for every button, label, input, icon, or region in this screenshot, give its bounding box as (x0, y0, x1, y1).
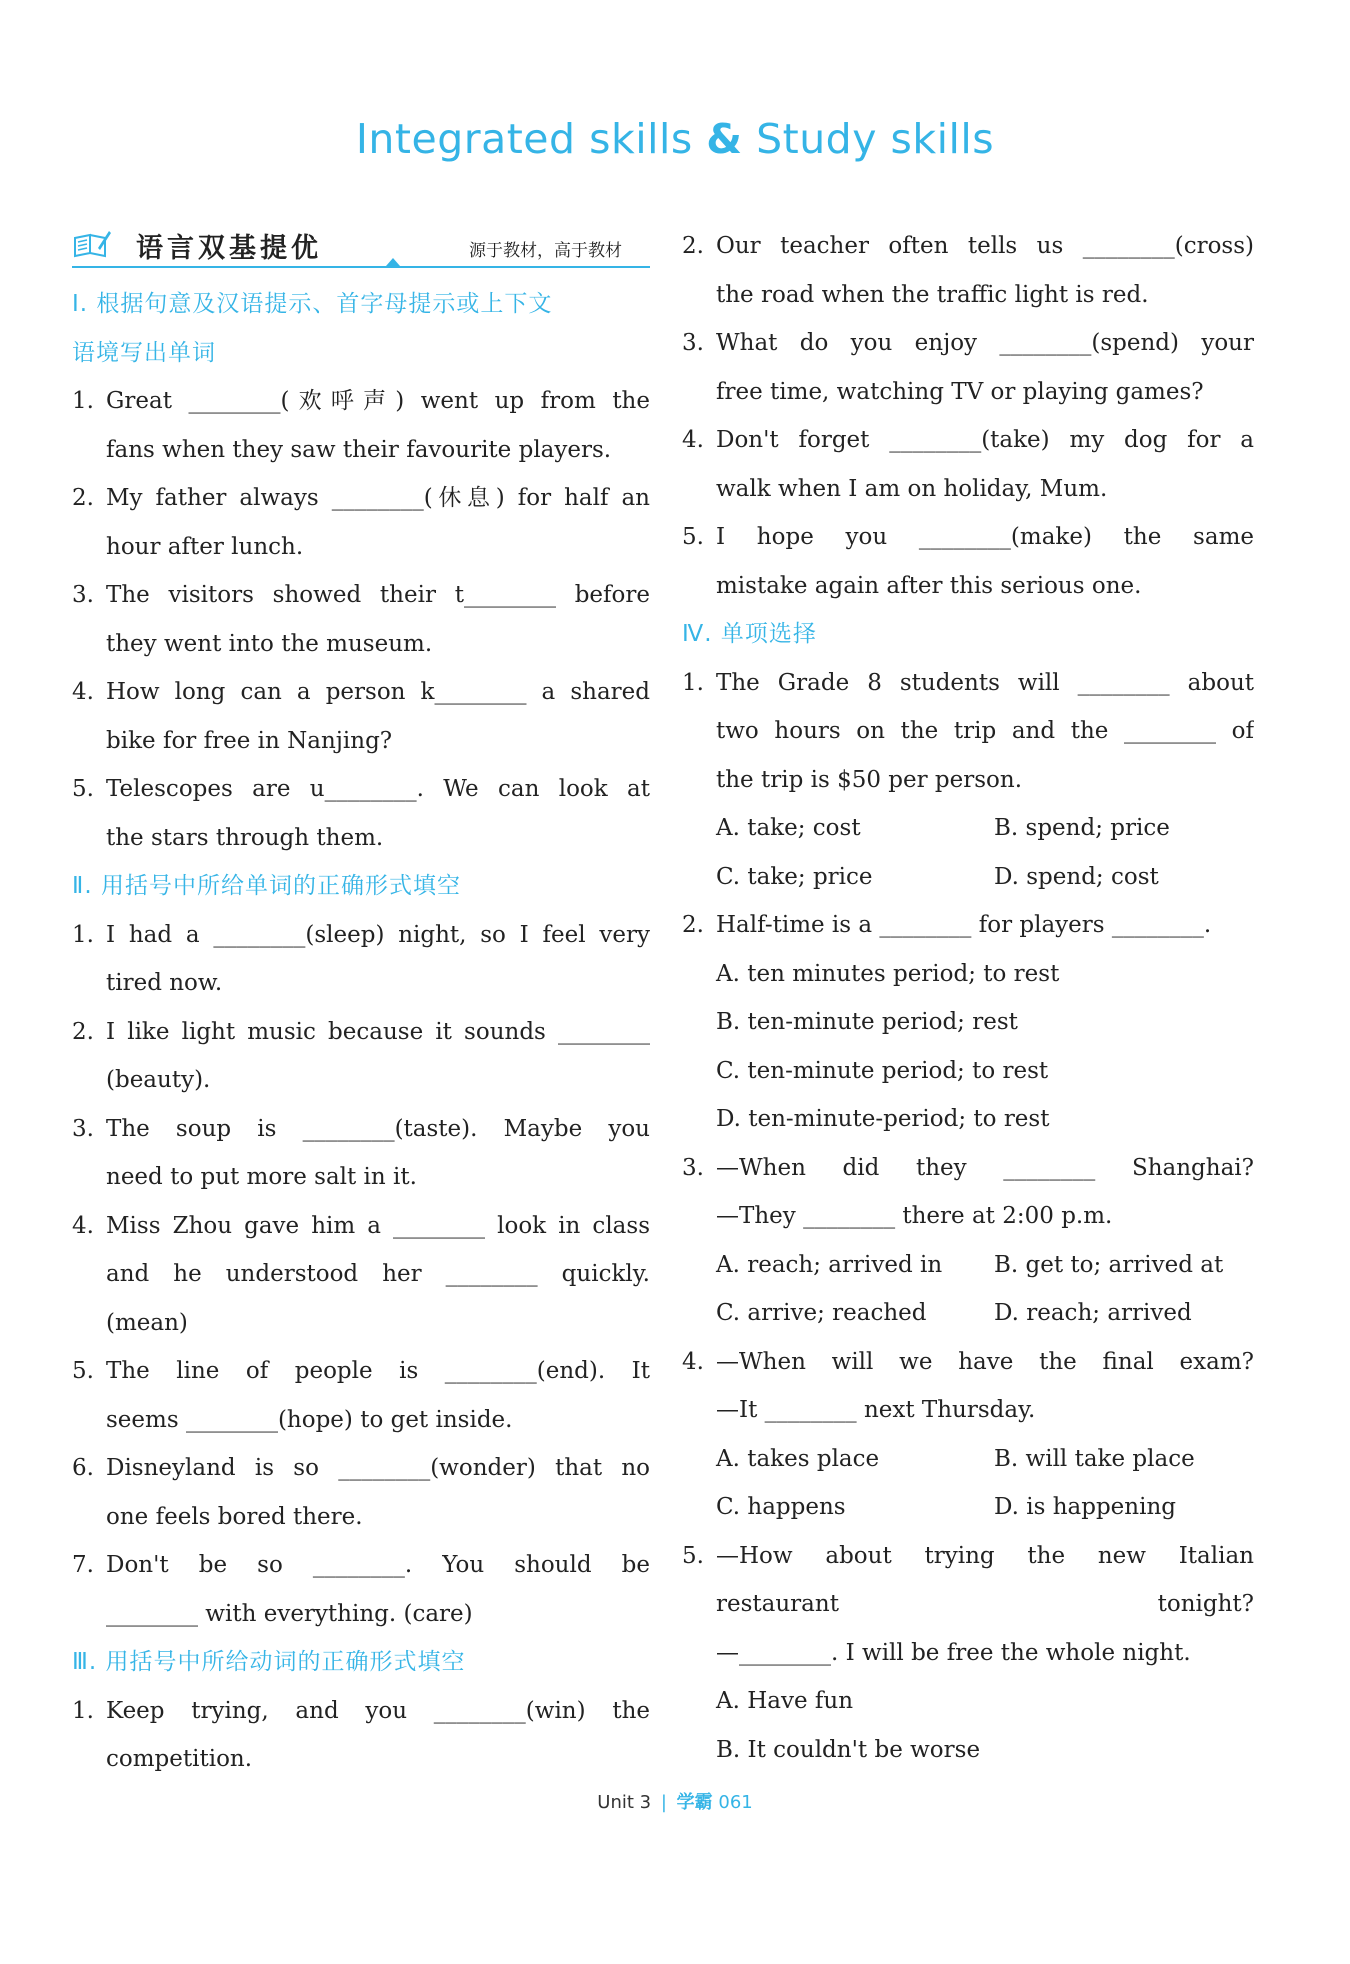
question-number: 2. (72, 485, 94, 511)
header-triangle (386, 258, 400, 266)
question-number: 3. (682, 1154, 704, 1181)
option-choice: C. happens (716, 1494, 846, 1520)
question-line: —They ________ there at 2:00 p.m. (716, 1203, 1113, 1229)
part3-items-right (682, 222, 1254, 610)
question-text (716, 1144, 1254, 1338)
option-choice: A. take; cost (716, 815, 861, 841)
question-line: ________ with everything. (care) (106, 1600, 473, 1627)
question-line: one feels bored there. (106, 1503, 363, 1530)
question-text (106, 911, 650, 1008)
question-number: 1. (682, 669, 704, 696)
question-text (716, 901, 1254, 1144)
question-text (716, 222, 1254, 319)
question-item (72, 668, 650, 765)
title-ampersand: & (706, 115, 743, 163)
question-line: need to put more salt in it. (106, 1164, 417, 1190)
mc-question (682, 1144, 1254, 1338)
question-line: walk when I am on holiday, Mum. (716, 475, 1108, 502)
question-line: I hope you ________(make) the same (716, 524, 1254, 550)
option-choice: A. Have fun (716, 1688, 854, 1714)
question-line: restaurant tonight? (716, 1591, 1254, 1617)
part1-heading-line: 语境写出单词 (72, 339, 216, 366)
question-item (72, 1008, 650, 1105)
option-choice: B. ten-minute period; rest (716, 1009, 1018, 1035)
question-line: the road when the traffic light is red. (716, 281, 1149, 308)
page-footer (0, 1788, 1350, 1814)
right-column (682, 222, 1254, 1774)
question-line: My father always ________(休息) for half an (106, 485, 650, 511)
option-choice: D. ten-minute-period; to rest (716, 1106, 1050, 1132)
question-text (106, 1687, 650, 1784)
question-line: (mean) (106, 1309, 188, 1336)
question-line: Our teacher often tells us ________(cross) (716, 233, 1254, 259)
question-line: hour after lunch. (106, 533, 304, 560)
question-number: 4. (72, 679, 94, 705)
option-choice: C. arrive; reached (716, 1300, 927, 1326)
question-item (72, 1444, 650, 1541)
question-line: mistake again after this serious one. (716, 572, 1142, 599)
question-item (72, 377, 650, 474)
question-number: 2. (682, 912, 704, 938)
question-number: 1. (72, 1697, 94, 1724)
question-line: I like light music because it sounds ________ (106, 1018, 650, 1045)
question-line: Keep trying, and you ________(win) the (106, 1697, 650, 1724)
footer-unit: Unit 3 (597, 1792, 652, 1813)
question-line: competition. (106, 1746, 253, 1772)
question-number: 7. (72, 1552, 94, 1578)
question-text (106, 1008, 650, 1105)
question-text (106, 765, 650, 862)
question-number: 3. (72, 1115, 94, 1142)
option-choice: D. is happening (994, 1494, 1177, 1520)
question-line: and he understood her ________ quickly. (106, 1261, 650, 1287)
title-prefix: Integrated skills (355, 115, 693, 163)
question-line: —When will we have the final exam? (716, 1348, 1254, 1375)
question-item (72, 1541, 650, 1638)
section-header (72, 222, 650, 268)
question-line: Great ________(欢呼声) went up from the (106, 388, 650, 414)
question-text (106, 1444, 650, 1541)
option-choice: B. will take place (994, 1445, 1195, 1472)
option-choice: A. ten minutes period; to rest (716, 960, 1060, 987)
part3-items-left (72, 1687, 650, 1784)
question-line: tired now. (106, 970, 223, 996)
question-number: 1. (72, 921, 94, 948)
question-text (716, 659, 1254, 902)
option-choice: A. takes place (716, 1445, 880, 1472)
part2-items (72, 911, 650, 1639)
question-line: The line of people is ________(end). It (106, 1358, 650, 1384)
option-choice: C. take; price (716, 863, 873, 890)
question-text (716, 416, 1254, 513)
mc-question (682, 901, 1254, 1144)
question-line: I had a ________(sleep) night, so I feel very (106, 921, 650, 948)
question-line: seems ________(hope) to get inside. (106, 1406, 513, 1433)
section-title: 语言双基提优 (136, 233, 322, 264)
question-number: 3. (682, 330, 704, 356)
question-item (682, 513, 1254, 610)
part2-heading: Ⅱ. 用括号中所给单词的正确形式填空 (72, 873, 461, 899)
part1-heading-line: Ⅰ. 根据句意及汉语提示、首字母提示或上下文 (72, 291, 553, 317)
question-text (106, 377, 650, 474)
question-text (106, 1541, 650, 1638)
title-suffix: Study skills (756, 115, 995, 163)
question-item (72, 571, 650, 668)
question-item (682, 416, 1254, 513)
part4-items (682, 659, 1254, 1775)
section-subtitle: 源于教材，高于教材 (469, 241, 622, 261)
mc-question (682, 1338, 1254, 1532)
option-row (716, 853, 1254, 902)
book-pen-icon (72, 228, 112, 260)
question-line: The Grade 8 students will ________ about (716, 669, 1254, 696)
question-line: Miss Zhou gave him a ________ look in class (106, 1212, 650, 1239)
left-column (72, 222, 650, 1784)
question-text (716, 1338, 1254, 1532)
question-number: 5. (72, 776, 94, 802)
question-line: (beauty). (106, 1067, 211, 1093)
question-number: 3. (72, 582, 94, 608)
question-line: the stars through them. (106, 824, 384, 851)
question-line: Don't be so ________. You should be (106, 1552, 650, 1578)
question-line: two hours on the trip and the ________ of (716, 718, 1254, 744)
option-row (716, 1483, 1254, 1532)
question-item (72, 1347, 650, 1444)
question-line: fans when they saw their favourite players. (106, 436, 612, 463)
question-number: 5. (682, 524, 704, 550)
question-text (106, 474, 650, 571)
option-choice: C. ten-minute period; to rest (716, 1057, 1049, 1084)
question-text (106, 571, 650, 668)
question-line: Half-time is a ________ for players ________. (716, 912, 1212, 938)
question-line: Telescopes are u________. We can look at (106, 776, 650, 802)
question-text (716, 513, 1254, 610)
question-item (72, 1687, 650, 1784)
option-row (716, 1435, 1254, 1484)
option-choice: A. reach; arrived in (716, 1251, 943, 1278)
footer-separator: | (660, 1792, 667, 1813)
option-row (716, 1241, 1254, 1290)
question-text (106, 1347, 650, 1444)
question-number: 2. (682, 233, 704, 259)
question-line: Don't forget ________(take) my dog for a (716, 427, 1254, 453)
question-number: 1. (72, 388, 94, 414)
question-line: —________. I will be free the whole night. (716, 1639, 1191, 1666)
option-choice: D. reach; arrived (994, 1300, 1192, 1326)
question-text (716, 1532, 1254, 1775)
question-number: 4. (72, 1212, 94, 1239)
question-line: free time, watching TV or playing games? (716, 378, 1204, 405)
option-choice: B. spend; price (994, 815, 1170, 841)
question-text (106, 1202, 650, 1348)
question-number: 6. (72, 1455, 94, 1481)
mc-question (682, 1532, 1254, 1775)
mc-question (682, 659, 1254, 902)
option-choice: B. It couldn't be worse (716, 1736, 981, 1763)
part4-heading: Ⅳ. 单项选择 (682, 621, 817, 647)
question-text (716, 319, 1254, 416)
question-line: bike for free in Nanjing? (106, 727, 393, 754)
question-text (106, 668, 650, 765)
question-number: 2. (72, 1018, 94, 1045)
part1-items (72, 377, 650, 862)
question-line: The visitors showed their t________ before (106, 582, 650, 608)
question-number: 5. (72, 1358, 94, 1384)
question-line: The soup is ________(taste). Maybe you (106, 1115, 650, 1142)
option-choice: D. spend; cost (994, 863, 1159, 890)
question-text (106, 1105, 650, 1202)
question-number: 4. (682, 1348, 704, 1375)
option-row (716, 1289, 1254, 1338)
question-line: How long can a person k________ a shared (106, 679, 650, 705)
question-line: —When did they ________ Shanghai? (716, 1154, 1254, 1181)
footer-brand: 学霸 (676, 1792, 713, 1813)
question-item (72, 1202, 650, 1348)
question-item (72, 765, 650, 862)
page-title (0, 115, 1350, 163)
question-item (72, 1105, 650, 1202)
page-number: 061 (718, 1792, 753, 1813)
option-choice: B. get to; arrived at (994, 1251, 1224, 1278)
question-line: —It ________ next Thursday. (716, 1397, 1036, 1423)
question-line: What do you enjoy ________(spend) your (716, 330, 1254, 356)
question-item (682, 222, 1254, 319)
question-item (72, 911, 650, 1008)
question-item (72, 474, 650, 571)
part1-heading (72, 280, 650, 377)
question-number: 5. (682, 1542, 704, 1569)
question-line: the trip is $50 per person. (716, 766, 1023, 793)
question-number: 4. (682, 427, 704, 453)
question-line: Disneyland is so ________(wonder) that no (106, 1455, 650, 1481)
question-item (682, 319, 1254, 416)
option-row (716, 804, 1254, 853)
part3-heading: Ⅲ. 用括号中所给动词的正确形式填空 (72, 1649, 466, 1675)
question-line: they went into the museum. (106, 630, 433, 657)
question-line: —How about trying the new Italian (716, 1542, 1254, 1569)
